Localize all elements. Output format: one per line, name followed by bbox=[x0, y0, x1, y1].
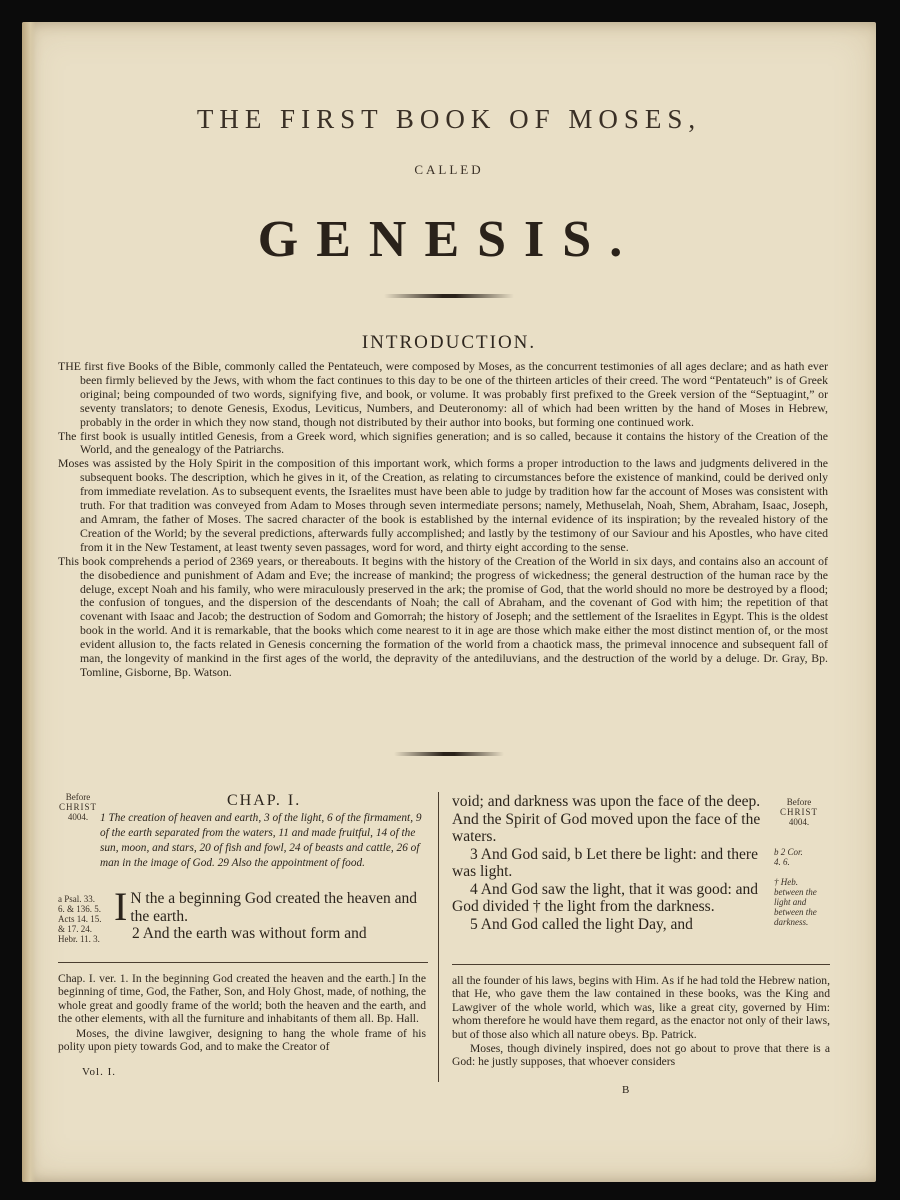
commentary-divider bbox=[438, 972, 439, 1082]
left-date-note bbox=[58, 792, 98, 822]
introduction-text bbox=[58, 360, 828, 680]
ref-line: between the bbox=[774, 907, 817, 917]
ref-line: light and bbox=[774, 897, 807, 907]
chapter-summary: 1 The creation of heaven and earth, 3 of the light, 6 of the firmament, 9 of the earth separated from the waters, 11 and made fruitful, 14 of the sun, moon, and stars, 20 of fish and fowl, 24 of beasts and cattle, 26 of man in the image of God. 29 Also the appointment of food. bbox=[100, 812, 422, 869]
commentary-paragraph: Moses, though divinely inspired, does not go about to prove that there is a God: he justly supposes, that whoever considers bbox=[452, 1042, 830, 1069]
ref-line: a Psal. 33. bbox=[58, 894, 95, 904]
ref-line: b 2 Cor. bbox=[774, 847, 803, 857]
book-page bbox=[22, 22, 876, 1182]
verse-2: 2 And the earth was without form and bbox=[132, 925, 367, 942]
date-christ: CHRIST bbox=[58, 802, 97, 812]
column-divider bbox=[438, 792, 439, 972]
book-name-heading: GENESIS. bbox=[257, 211, 641, 268]
date-christ: CHRIST bbox=[779, 807, 818, 817]
verse-5: 5 And God called the light Day, and bbox=[470, 915, 693, 933]
verse-4: 4 And God saw the light, that it was good: and God divided † the light from the darkness. bbox=[452, 880, 759, 915]
date-before: Before bbox=[786, 797, 812, 807]
date-year: 4004. bbox=[788, 817, 810, 827]
commentary-paragraph: Moses, the divine lawgiver, designing to hang the whole frame of his polity upon piety towards God, and to make the Creator of bbox=[58, 1026, 426, 1054]
intro-paragraph: The first book is usually intitled Genesis, from a Greek word, which signifies generation; and is so called, because it contains the history of the Creation of the World, and the genealogy of the Patriarchs. bbox=[58, 428, 828, 457]
right-verses bbox=[452, 793, 768, 933]
right-footnote-rule bbox=[452, 964, 830, 965]
signature-mark: B bbox=[622, 1084, 630, 1096]
verse-3: 3 And God said, b Let there be light: and there was light. bbox=[452, 845, 758, 880]
verse-continuation: void; and darkness was upon the face of the deep. And the Spirit of God moved upon the face of the waters. bbox=[452, 793, 761, 845]
right-cross-references bbox=[774, 847, 834, 927]
section-ornament bbox=[394, 752, 504, 756]
chapter-heading: CHAP. I. bbox=[227, 792, 302, 809]
volume-mark: Vol. I. bbox=[82, 1066, 116, 1078]
intro-paragraph: Moses was assisted by the Holy Spirit in the composition of this important work, which forms a proper introduction to the laws and judgments delivered in the subsequent books. The description, which he gives in it, of the Creation, as relating to circumstances before the existence of mankind, could be derived only from immediate revelation. As to subsequent events, the Israelites must have been able to judge by tradition how far the account of Moses was consistent with truth. For that tradition was conveyed from Adam to Moses through seven intermediate persons; namely, Methuselah, Noah, Shem, Abraham, Isaac, Joseph, and Amram, the father of Moses. The sacred character of the book is established by the internal evidence of its inspiration; by the revealed history of the Creation of the World; by the several predictions, afterwards fully accomplished; and lastly by the testimony of our Saviour and his Apostles, who have cited from it in the New Testament, at least twenty seven passages, word for word, and thirty eight according to the sense. bbox=[58, 456, 828, 554]
ref-line: 6. & 136. 5. bbox=[58, 904, 102, 914]
commentary-right bbox=[452, 974, 830, 1070]
left-cross-references bbox=[58, 894, 110, 944]
commentary-paragraph: all the founder of his laws, begins with Him. As if he had told the Hebrew nation, that He, who gave them the law contained in these books, was the King and Lawgiver of the whole world, which was, like a great city, governed by Him: whom therefore he would have them regard, as the enactor not only of their laws, but of those also which all nature obeys. Bp. Patrick. bbox=[452, 974, 830, 1041]
left-verses bbox=[114, 884, 426, 943]
ref-line: † Heb. bbox=[774, 877, 798, 887]
ref-line: Hebr. 11. 3. bbox=[58, 934, 100, 944]
ref-line: & 17. 24. bbox=[58, 924, 93, 934]
introduction-heading: INTRODUCTION. bbox=[361, 332, 537, 353]
intro-paragraph: THE first five Books of the Bible, commonly called the Pentateuch, were composed by Moses, as the concurrent testimonies of all ages declare; and as hath ever been firmly believed by the Jews, with whom the fact continues to this day to be one of the thirteen articles of their creed. The word “Pentateuch” is of Greek original; being compounded of two words, signifying five, and book, or volume. It was probably first prefixed to the Greek version of the “Septuagint,” or seventy translators; to denote Genesis, Exodus, Leviticus, Numbers, and Deuteronomy: all of which had been written by the hand of Moses in Hebrew, probably in the order in which they now stand, though not distributed by their author into books, but forming one continued work. bbox=[58, 359, 828, 429]
commentary-left bbox=[58, 972, 426, 1054]
right-date-note bbox=[774, 797, 824, 827]
date-before: Before bbox=[65, 792, 91, 802]
commentary-paragraph: Chap. I. ver. 1. In the beginning God created the heaven and the earth.] In the beginning of time, God, the Father, Son, and Holy Ghost, made, of nothing, the whole great and goodly frame of the world; both the heaven and the earth, and the other elements, with all the furniture and inhabitants of them all. Bp. Hall. bbox=[58, 972, 426, 1026]
verse-1: N the a beginning God created the heaven and the earth. bbox=[130, 890, 417, 925]
ref-line: 4. 6. bbox=[774, 857, 790, 867]
left-footnote-rule bbox=[58, 962, 428, 963]
ref-line: between the bbox=[774, 887, 817, 897]
drop-cap: I bbox=[114, 884, 128, 929]
called-label: CALLED bbox=[414, 162, 484, 177]
ref-line: Acts 14. 15. bbox=[58, 914, 102, 924]
title-ornament bbox=[384, 294, 514, 298]
ref-line: darkness. bbox=[774, 917, 809, 927]
date-year: 4004. bbox=[67, 812, 89, 822]
page-spine-shadow bbox=[22, 22, 36, 1182]
intro-paragraph: This book comprehends a period of 2369 years, or thereabouts. It begins with the history of the Creation of the World in six days, and contains also an account of the disobedience and punishment of Adam and Eve; the increase of mankind; the progress of wickedness; the general destruction of the human race by the deluge, except Noah and his family, who were miraculously preserved in the ark; the promise of God, that the world should no more be destroyed by a flood; the confusion of tongues, and the dispersion of the descendants of Noah; the call of Abraham, and the covenant of God with him; the repetition of that covenant with Isaac and Jacob; the destruction of Sodom and Gomorrah; the history of Joseph; and the settlement of the Israelites in Egypt. This is the oldest book in the world. And it is remarkable, that the books which come nearest to it in age are those which make either the most distinct mention of, or the most evident allusion to, the facts related in Genesis concerning the formation of the world from a chaotick mass, the primeval innocence and subsequent fall of man, the longevity of mankind in the first ages of the world, the depravity of the antediluvians, and the destruction of the world by a deluge. Dr. Gray, Bp. Tomline, Gisborne, Bp. Watson. bbox=[58, 553, 828, 679]
book-title: THE FIRST BOOK OF MOSES, bbox=[196, 104, 702, 134]
